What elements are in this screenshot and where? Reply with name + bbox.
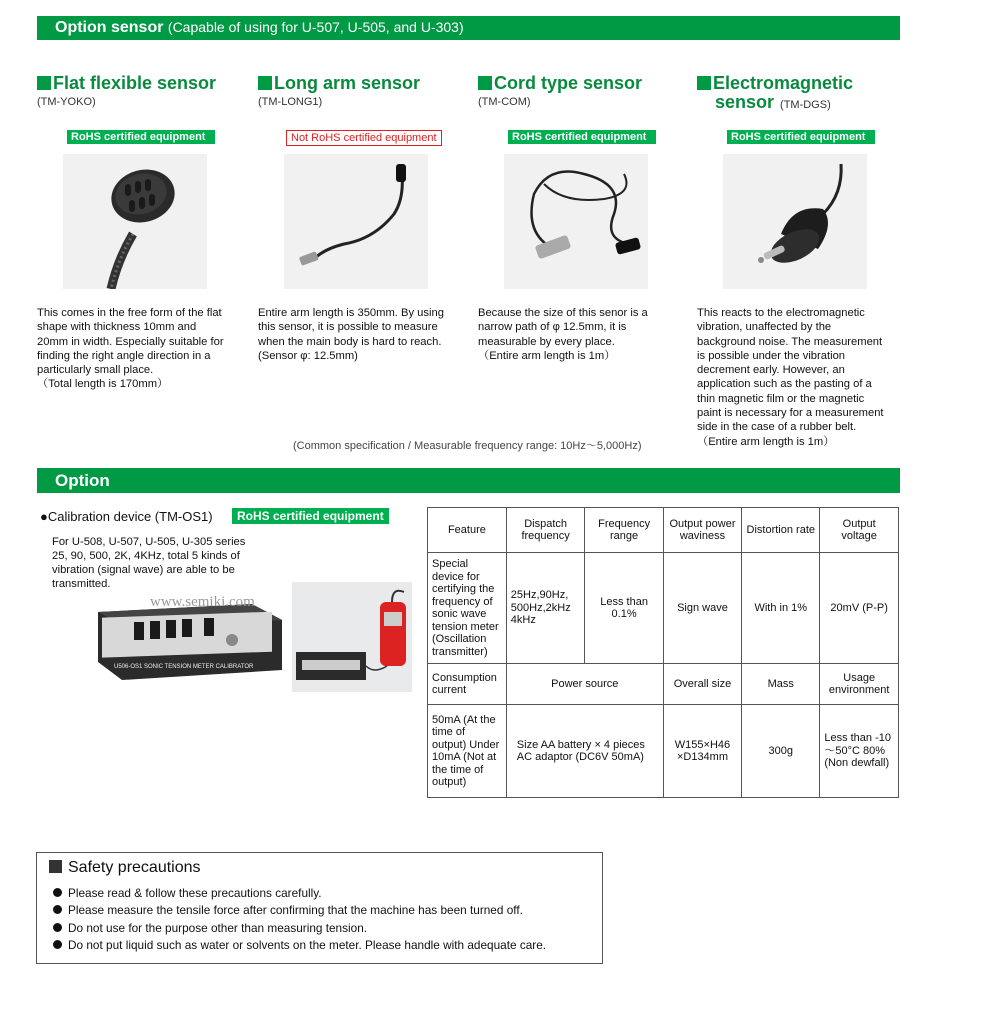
table-header-cell: Overall size xyxy=(663,664,741,705)
bullet-icon xyxy=(53,888,62,897)
table-header-cell: Output voltage xyxy=(820,508,899,553)
table-header-cell: Consumption current xyxy=(428,664,507,705)
table-cell: 20mV (P-P) xyxy=(820,553,899,664)
section-title: Option xyxy=(55,471,110,490)
safety-title: Safety precautions xyxy=(68,859,201,876)
calibrator-with-meter-photo xyxy=(292,582,412,692)
table-header-cell: Dispatch frequency xyxy=(506,508,585,553)
calibration-description: For U-508, U-507, U-505, U-305 series 25, 90, 500, 2K, 4KHz, total 5 kinds of vibration (signal wave) are able to be transmitted. xyxy=(52,536,246,590)
product-title-line2: sensor xyxy=(715,92,775,112)
calibration-title: ●Calibration device (TM-OS1) xyxy=(40,509,213,524)
table-row xyxy=(428,705,899,798)
table-header-row xyxy=(428,508,899,553)
list-item: Please measure the tensile force after confirming that the machine has been turned off. xyxy=(53,902,546,919)
product-code: (TM-LONG1) xyxy=(258,96,323,108)
table-header-row xyxy=(428,664,899,705)
cord-sensor-photo xyxy=(504,154,648,289)
bullet-icon xyxy=(53,905,62,914)
table-header-cell: Usage environment xyxy=(820,664,899,705)
safety-list xyxy=(53,885,546,954)
watermark: www.semiki.com xyxy=(150,594,255,610)
table-header-cell: Distortion rate xyxy=(742,508,820,553)
sensor-flat-flexible xyxy=(37,73,242,391)
sensor-long-arm xyxy=(258,73,463,362)
title-square-icon xyxy=(258,76,272,90)
square-bullet-icon xyxy=(49,860,62,873)
section-title: Option sensor xyxy=(55,19,164,36)
table-header-cell: Mass xyxy=(742,664,820,705)
section-subtitle: (Capable of using for U-507, U-505, and U-303) xyxy=(167,19,464,35)
section-header-option xyxy=(37,468,900,493)
product-code: (TM-YOKO) xyxy=(37,96,96,108)
product-description: Entire arm length is 350mm. By using this sensor, it is possible to measure when the main body is hard to reach. (Sensor φ: 12.5mm) xyxy=(258,307,444,362)
title-square-icon xyxy=(697,76,711,90)
rohs-badge: RoHS certified equipment xyxy=(232,508,389,524)
table-cell: 50mA (At the time of output) Under 10mA (Not at the time of output) xyxy=(428,705,507,798)
spec-table xyxy=(427,507,899,798)
section-header-option-sensor xyxy=(37,16,900,40)
product-title: Long arm sensor xyxy=(274,73,421,93)
table-cell: Special device for certifying the frequency of sonic wave tension meter (Oscillation transmitter) xyxy=(428,553,507,664)
list-item: Do not put liquid such as water or solvents on the meter. Please handle with adequate care. xyxy=(53,937,546,954)
table-cell: W155×H46 ×D134mm xyxy=(663,705,741,798)
table-header-cell: Feature xyxy=(428,508,507,553)
table-row xyxy=(428,553,899,664)
rohs-badge: RoHS certified equipment xyxy=(508,130,656,144)
sensor-cord-type xyxy=(478,73,683,362)
device-model-label: U506-OS1 xyxy=(114,664,143,670)
table-cell: 25Hz,90Hz, 500Hz,2kHz 4kHz xyxy=(506,553,585,664)
rohs-badge: RoHS certified equipment xyxy=(67,130,215,144)
table-cell: Less than 0.1% xyxy=(585,553,663,664)
electromagnetic-sensor-photo xyxy=(723,154,867,289)
table-cell: Sign wave xyxy=(663,553,741,664)
table-cell: 300g xyxy=(742,705,820,798)
list-item: Please read & follow these precautions carefully. xyxy=(53,885,546,902)
common-specification: (Common specification / Measurable frequency range: 10Hz～5,000Hz) xyxy=(293,440,642,452)
safety-precautions-box xyxy=(36,852,603,964)
product-title: Cord type sensor xyxy=(494,73,643,93)
sensor-electromagnetic xyxy=(697,73,902,448)
product-code: (TM-COM) xyxy=(478,96,531,108)
table-cell: Less than -10～50°C 80% (Non dewfall) xyxy=(820,705,899,798)
list-item: Do not use for the purpose other than measuring tension. xyxy=(53,920,546,937)
table-cell: With in 1% xyxy=(742,553,820,664)
bullet-icon xyxy=(53,923,62,932)
rohs-badge: RoHS certified equipment xyxy=(727,130,875,144)
table-header-cell: Output power waviness xyxy=(663,508,741,553)
flat-sensor-photo xyxy=(63,154,207,289)
table-cell: Size AA battery × 4 pieces AC adaptor (DC6V 50mA) xyxy=(506,705,663,798)
product-title: Flat flexible sensor xyxy=(53,73,217,93)
long-arm-sensor-photo xyxy=(284,154,428,289)
product-description: This reacts to the electromagnetic vibration, unaffected by the background noise. The measurement is possible under the vibration decrement early. However, an application such as the pasting of a thin magnetic film or the magnetic paint is necessary for a measurement side in the case of a rubber belt. （Entire arm length is 1m） xyxy=(697,307,884,448)
bullet-icon xyxy=(53,940,62,949)
title-square-icon xyxy=(478,76,492,90)
table-header-cell: Frequency range xyxy=(585,508,663,553)
not-rohs-badge: Not RoHS certified equipment xyxy=(286,130,442,146)
product-code: (TM-DGS) xyxy=(780,99,831,111)
product-title-line1: Electromagnetic xyxy=(713,73,854,93)
title-square-icon xyxy=(37,76,51,90)
product-description: This comes in the free form of the flat shape with thickness 10mm and 20mm in width. Especially suitable for finding the right angle direction in a particularly small place. （Total length is 170mm） xyxy=(37,307,224,391)
product-description: Because the size of this senor is a narrow path of φ 12.5mm, it is measurable by every place. （Entire arm length is 1m） xyxy=(478,307,648,362)
table-header-cell: Power source xyxy=(506,664,663,705)
device-label: SONIC TENSION METER CALIBRATOR xyxy=(144,664,254,670)
